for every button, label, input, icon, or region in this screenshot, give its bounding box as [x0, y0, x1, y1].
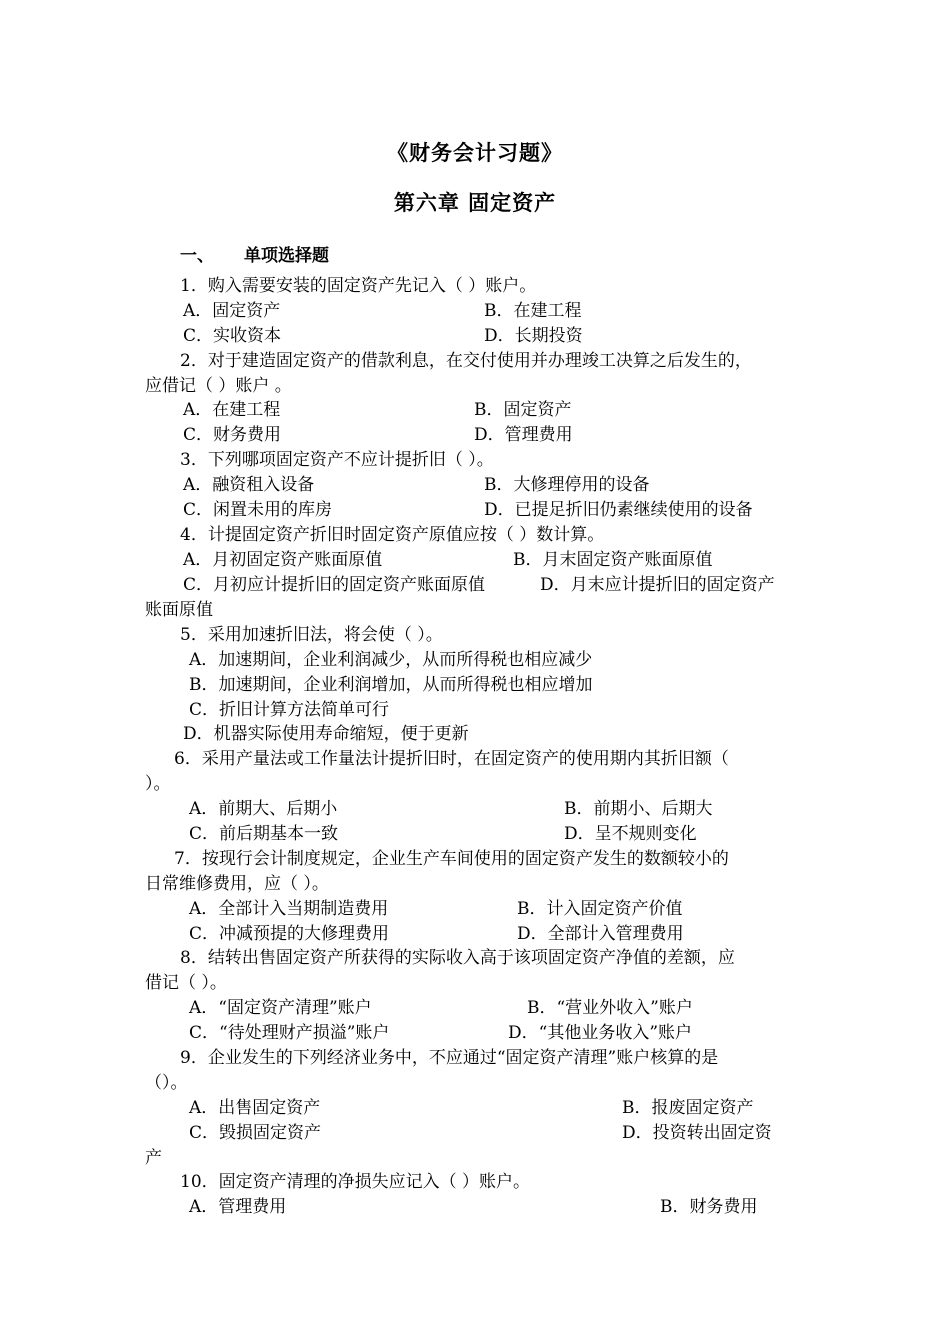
question-stem-continued: 借记（ ）。 [145, 973, 227, 993]
option-d-continued: 账面原值 [145, 600, 213, 620]
option-b: B．在建工程 [484, 301, 582, 321]
option-b: B．报废固定资产 [622, 1098, 754, 1118]
option-d: D．管理费用 [474, 425, 573, 445]
option-d: D．投资转出固定资 [622, 1123, 772, 1143]
option-c: C．月初应计提折旧的固定资产账面原值 [183, 575, 486, 595]
option-c: C．冲减预提的大修理费用 [189, 924, 390, 944]
option-a: A．在建工程 [183, 400, 281, 420]
question-stem-continued: 应借记（ ）账户 。 [145, 376, 292, 396]
option-d: D．长期投资 [484, 326, 583, 346]
option-b: B．前期小、后期大 [564, 799, 713, 819]
option-d: D．呈不规则变化 [564, 824, 697, 844]
section-heading [180, 241, 329, 266]
option-b: B．固定资产 [474, 400, 572, 420]
chapter-title: 第六章 固定资产 [393, 190, 557, 215]
option-b: B．“营业外收入”账户 [527, 998, 693, 1018]
option-b: B．月末固定资产账面原值 [513, 550, 713, 570]
section-title: 单项选择题 [244, 246, 329, 266]
question-stem-continued: ）。 [145, 774, 171, 794]
option-c: C．财务费用 [183, 425, 282, 445]
option-a: A．固定资产 [183, 301, 281, 321]
question-stem: 5．采用加速折旧法，将会使（ ）。 [180, 625, 443, 645]
option-a: A．管理费用 [189, 1197, 287, 1217]
question-stem-continued: 日常维修费用，应（ ）。 [145, 874, 329, 894]
question-stem: 2．对于建造固定资产的借款利息，在交付使用并办理竣工决算之后发生的， [180, 351, 752, 371]
option-c: C．前后期基本一致 [189, 824, 339, 844]
option-a: A．融资租入设备 [183, 475, 315, 495]
option-a: A．全部计入当期制造费用 [189, 899, 389, 919]
option-a: A．出售固定资产 [189, 1098, 321, 1118]
option-d: D．全部计入管理费用 [517, 924, 684, 944]
question-stem-continued: （）。 [145, 1073, 188, 1093]
document-title: 《财务会计习题》 [387, 140, 563, 165]
option-a: A．“固定资产清理”账户 [189, 998, 372, 1018]
question-stem: 8．结转出售固定资产所获得的实际收入高于该项固定资产净值的差额，应 [180, 948, 735, 968]
option-c: C．毁损固定资产 [189, 1123, 322, 1143]
option-d: D．机器实际使用寿命缩短，便于更新 [183, 724, 469, 744]
question-stem: 9．企业发生的下列经济业务中，不应通过“固定资产清理”账户核算的是 [180, 1048, 719, 1068]
option-d: D．“其他业务收入”账户 [508, 1023, 693, 1043]
question-stem: 6．采用产量法或工作量法计提折旧时，在固定资产的使用期内其折旧额（ [174, 749, 729, 769]
section-number: 一、 [180, 246, 214, 266]
option-a: A．前期大、后期小 [189, 799, 338, 819]
option-d: D．已提足折旧仍素继续使用的设备 [484, 500, 753, 520]
option-a: A．加速期间，企业利润减少，从而所得税也相应减少 [189, 650, 593, 670]
option-c: C．实收资本 [183, 326, 282, 346]
option-d: D．月末应计提折旧的固定资产 [540, 575, 775, 595]
option-c: C．折旧计算方法简单可行 [189, 700, 390, 720]
option-c: C．闲置未用的库房 [183, 500, 333, 520]
question-stem: 7．按现行会计制度规定，企业生产车间使用的固定资产发生的数额较小的 [174, 849, 729, 869]
question-stem: 10．固定资产清理的净损失应记入（ ）账户。 [180, 1172, 531, 1192]
option-b: B．财务费用 [660, 1197, 758, 1217]
option-b: B．计入固定资产价值 [517, 899, 683, 919]
option-b: B．大修理停用的设备 [484, 475, 650, 495]
option-d-continued: 产 [145, 1148, 162, 1168]
option-c: C．“待处理财产损溢”账户 [189, 1023, 390, 1043]
question-stem: 4．计提固定资产折旧时固定资产原值应按（ ）数计算。 [180, 525, 605, 545]
question-stem: 3．下列哪项固定资产不应计提折旧（ ）。 [180, 450, 494, 470]
option-b: B．加速期间，企业利润增加，从而所得税也相应增加 [189, 675, 593, 695]
question-stem: 1．购入需要安装的固定资产先记入（ ）账户。 [180, 276, 537, 296]
option-a: A．月初固定资产账面原值 [183, 550, 383, 570]
